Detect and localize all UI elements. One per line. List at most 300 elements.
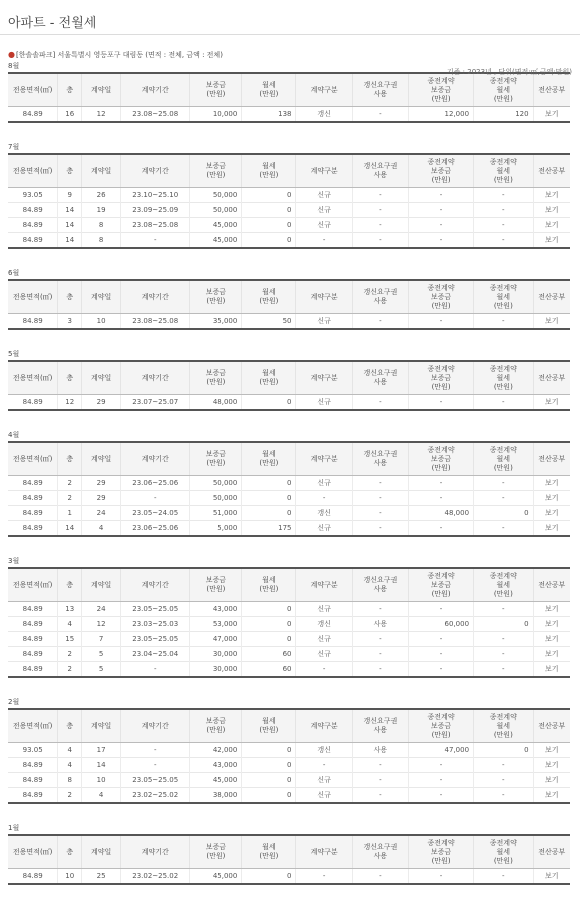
column-header-monthly-rent: 월세 (만원)	[242, 442, 296, 476]
month-section	[8, 537, 572, 678]
column-header-contract-day: 계약일	[82, 361, 121, 395]
month-section	[8, 249, 572, 330]
cell-prev-deposit: 12,000	[409, 107, 474, 123]
column-header-prev-deposit: 종전계약 보증금 (만원)	[409, 568, 474, 602]
cell-contract-type: 신규	[296, 632, 352, 647]
table-row	[8, 743, 570, 758]
cell-renewal-right: -	[352, 647, 408, 662]
column-header-area: 전용면적(㎡)	[8, 835, 58, 869]
cell-floor: 9	[58, 188, 82, 203]
cell-prev-rent: -	[474, 203, 534, 218]
apartment-info	[8, 50, 223, 60]
view-registry-link[interactable]: 보기	[533, 632, 570, 647]
cell-prev-deposit: -	[409, 491, 474, 506]
cell-prev-rent: -	[474, 632, 534, 647]
column-header-registry-view: 전산공부	[533, 709, 570, 743]
cell-contract-type: 신규	[296, 395, 352, 411]
cell-monthly-rent: 175	[242, 521, 296, 537]
column-header-monthly-rent: 월세 (만원)	[242, 361, 296, 395]
view-registry-link[interactable]: 보기	[533, 107, 570, 123]
column-header-deposit: 보증금 (만원)	[190, 361, 242, 395]
column-header-floor: 층	[58, 154, 82, 188]
cell-contract-period: 23.05~25.05	[121, 773, 190, 788]
cell-floor: 16	[58, 107, 82, 123]
cell-area: 84.89	[8, 491, 58, 506]
month-section	[8, 804, 572, 885]
view-registry-link[interactable]: 보기	[533, 602, 570, 617]
cell-deposit: 45,000	[190, 869, 242, 885]
cell-prev-deposit: -	[409, 662, 474, 678]
transactions-table	[8, 72, 570, 123]
cell-contract-period: 23.03~25.03	[121, 617, 190, 632]
cell-prev-rent: -	[474, 476, 534, 491]
cell-monthly-rent: 0	[242, 758, 296, 773]
cell-floor: 14	[58, 233, 82, 249]
view-registry-link[interactable]: 보기	[533, 314, 570, 330]
cell-contract-period: 23.02~25.02	[121, 869, 190, 885]
view-registry-link[interactable]: 보기	[533, 491, 570, 506]
cell-prev-deposit: -	[409, 602, 474, 617]
table-row	[8, 869, 570, 885]
cell-area: 93.05	[8, 743, 58, 758]
cell-contract-type: 신규	[296, 647, 352, 662]
cell-monthly-rent: 60	[242, 662, 296, 678]
column-header-contract-period: 계약기간	[121, 361, 190, 395]
cell-contract-day: 10	[82, 314, 121, 330]
column-header-contract-day: 계약일	[82, 835, 121, 869]
cell-floor: 3	[58, 314, 82, 330]
cell-area: 84.89	[8, 647, 58, 662]
view-registry-link[interactable]: 보기	[533, 662, 570, 678]
month-label: 3월	[8, 557, 20, 565]
cell-contract-period: 23.05~24.05	[121, 506, 190, 521]
cell-deposit: 47,000	[190, 632, 242, 647]
column-header-contract-period: 계약기간	[121, 709, 190, 743]
view-registry-link[interactable]: 보기	[533, 617, 570, 632]
column-header-prev-rent: 종전계약 월세 (만원)	[474, 280, 534, 314]
cell-contract-day: 24	[82, 506, 121, 521]
cell-prev-rent: -	[474, 773, 534, 788]
table-header-row	[8, 280, 570, 314]
cell-floor: 4	[58, 617, 82, 632]
cell-contract-period: 23.05~25.05	[121, 602, 190, 617]
cell-contract-period: -	[121, 491, 190, 506]
column-header-floor: 층	[58, 835, 82, 869]
table-row	[8, 476, 570, 491]
cell-prev-rent: 120	[474, 107, 534, 123]
cell-prev-rent: -	[474, 395, 534, 411]
month-section	[8, 678, 572, 804]
cell-deposit: 43,000	[190, 758, 242, 773]
table-row	[8, 506, 570, 521]
cell-contract-type: -	[296, 662, 352, 678]
column-header-area: 전용면적(㎡)	[8, 361, 58, 395]
column-header-renewal-right: 갱신요구권 사용	[352, 154, 408, 188]
cell-contract-day: 8	[82, 233, 121, 249]
table-header-row	[8, 361, 570, 395]
column-header-prev-deposit: 종전계약 보증금 (만원)	[409, 361, 474, 395]
month-label: 7월	[8, 143, 20, 151]
column-header-contract-period: 계약기간	[121, 568, 190, 602]
column-header-floor: 층	[58, 73, 82, 107]
cell-floor: 15	[58, 632, 82, 647]
month-label: 4월	[8, 431, 20, 439]
table-row	[8, 773, 570, 788]
column-header-contract-day: 계약일	[82, 154, 121, 188]
page-title: 아파트 - 전월세	[8, 16, 97, 31]
cell-monthly-rent: 0	[242, 617, 296, 632]
column-header-registry-view: 전산공부	[533, 154, 570, 188]
column-header-contract-period: 계약기간	[121, 73, 190, 107]
cell-contract-type: -	[296, 869, 352, 885]
cell-prev-rent: 0	[474, 506, 534, 521]
cell-monthly-rent: 0	[242, 395, 296, 411]
column-header-contract-period: 계약기간	[121, 154, 190, 188]
apartment-info-text: [한솔솔파크] 서울특별시 영등포구 대림동 (면적 : 전체, 금액 : 전체)	[15, 51, 223, 59]
cell-prev-rent: -	[474, 647, 534, 662]
cell-contract-period: 23.08~25.08	[121, 107, 190, 123]
cell-prev-rent: -	[474, 788, 534, 804]
cell-monthly-rent: 0	[242, 476, 296, 491]
cell-contract-type: 신규	[296, 188, 352, 203]
section-spacer	[8, 411, 572, 430]
cell-monthly-rent: 0	[242, 188, 296, 203]
column-header-monthly-rent: 월세 (만원)	[242, 835, 296, 869]
month-section	[8, 123, 572, 249]
cell-deposit: 48,000	[190, 395, 242, 411]
cell-contract-type: 신규	[296, 476, 352, 491]
column-header-prev-rent: 종전계약 월세 (만원)	[474, 154, 534, 188]
view-registry-link[interactable]: 보기	[533, 788, 570, 804]
cell-contract-period: 23.06~25.06	[121, 476, 190, 491]
apartment-marker-icon: ●	[8, 50, 15, 59]
cell-prev-rent: 0	[474, 743, 534, 758]
cell-contract-day: 5	[82, 662, 121, 678]
cell-monthly-rent: 0	[242, 788, 296, 804]
view-registry-link[interactable]: 보기	[533, 743, 570, 758]
view-registry-link[interactable]: 보기	[533, 521, 570, 537]
cell-prev-deposit: -	[409, 788, 474, 804]
cell-monthly-rent: 60	[242, 647, 296, 662]
view-registry-link[interactable]: 보기	[533, 506, 570, 521]
cell-contract-type: 갱신	[296, 743, 352, 758]
cell-contract-type: 신규	[296, 788, 352, 804]
column-header-prev-rent: 종전계약 월세 (만원)	[474, 709, 534, 743]
table-row	[8, 314, 570, 330]
cell-prev-rent: -	[474, 602, 534, 617]
month-label: 1월	[8, 824, 20, 832]
cell-monthly-rent: 138	[242, 107, 296, 123]
column-header-monthly-rent: 월세 (만원)	[242, 280, 296, 314]
cell-deposit: 50,000	[190, 491, 242, 506]
month-label: 5월	[8, 350, 20, 358]
cell-deposit: 35,000	[190, 314, 242, 330]
column-header-area: 전용면적(㎡)	[8, 154, 58, 188]
cell-area: 84.89	[8, 758, 58, 773]
cell-contract-period: 23.02~25.02	[121, 788, 190, 804]
view-registry-link[interactable]: 보기	[533, 188, 570, 203]
column-header-contract-period: 계약기간	[121, 280, 190, 314]
cell-deposit: 50,000	[190, 203, 242, 218]
cell-floor: 2	[58, 647, 82, 662]
cell-contract-type: 신규	[296, 314, 352, 330]
cell-contract-type: 신규	[296, 773, 352, 788]
table-row	[8, 491, 570, 506]
column-header-contract-day: 계약일	[82, 442, 121, 476]
cell-deposit: 50,000	[190, 476, 242, 491]
column-header-contract-day: 계약일	[82, 709, 121, 743]
cell-contract-period: 23.07~25.07	[121, 395, 190, 411]
cell-area: 84.89	[8, 788, 58, 804]
cell-floor: 13	[58, 602, 82, 617]
cell-contract-day: 5	[82, 647, 121, 662]
cell-area: 84.89	[8, 662, 58, 678]
column-header-contract-type: 계약구분	[296, 568, 352, 602]
column-header-monthly-rent: 월세 (만원)	[242, 154, 296, 188]
cell-contract-period: 23.08~25.08	[121, 218, 190, 233]
cell-contract-day: 29	[82, 476, 121, 491]
column-header-deposit: 보증금 (만원)	[190, 442, 242, 476]
cell-floor: 8	[58, 773, 82, 788]
cell-prev-deposit: -	[409, 647, 474, 662]
column-header-prev-deposit: 종전계약 보증금 (만원)	[409, 442, 474, 476]
transactions-table	[8, 441, 570, 537]
column-header-deposit: 보증금 (만원)	[190, 568, 242, 602]
cell-renewal-right: -	[352, 788, 408, 804]
transactions-table	[8, 360, 570, 411]
table-header-row	[8, 154, 570, 188]
cell-contract-day: 25	[82, 869, 121, 885]
monthly-sections	[0, 61, 580, 885]
cell-prev-rent: -	[474, 521, 534, 537]
cell-contract-type: -	[296, 233, 352, 249]
cell-area: 84.89	[8, 107, 58, 123]
cell-deposit: 45,000	[190, 233, 242, 249]
column-header-area: 전용면적(㎡)	[8, 442, 58, 476]
table-row	[8, 521, 570, 537]
cell-contract-period: 23.09~25.09	[121, 203, 190, 218]
cell-contract-type: 갱신	[296, 506, 352, 521]
cell-contract-period: 23.05~25.05	[121, 632, 190, 647]
column-header-area: 전용면적(㎡)	[8, 280, 58, 314]
table-row	[8, 617, 570, 632]
cell-contract-period: 23.10~25.10	[121, 188, 190, 203]
column-header-renewal-right: 갱신요구권 사용	[352, 442, 408, 476]
column-header-prev-deposit: 종전계약 보증금 (만원)	[409, 709, 474, 743]
cell-contract-type: 신규	[296, 602, 352, 617]
month-label: 2월	[8, 698, 20, 706]
cell-deposit: 45,000	[190, 773, 242, 788]
view-registry-link[interactable]: 보기	[533, 476, 570, 491]
cell-area: 84.89	[8, 233, 58, 249]
month-label: 6월	[8, 269, 20, 277]
table-header-row	[8, 568, 570, 602]
column-header-renewal-right: 갱신요구권 사용	[352, 835, 408, 869]
column-header-monthly-rent: 월세 (만원)	[242, 568, 296, 602]
transactions-table	[8, 708, 570, 804]
cell-monthly-rent: 0	[242, 218, 296, 233]
cell-prev-deposit: -	[409, 632, 474, 647]
cell-floor: 2	[58, 491, 82, 506]
view-registry-link[interactable]: 보기	[533, 233, 570, 249]
column-header-contract-type: 계약구분	[296, 361, 352, 395]
cell-renewal-right: -	[352, 188, 408, 203]
cell-deposit: 43,000	[190, 602, 242, 617]
cell-deposit: 38,000	[190, 788, 242, 804]
cell-area: 84.89	[8, 602, 58, 617]
view-registry-link[interactable]: 보기	[533, 218, 570, 233]
cell-renewal-right: -	[352, 395, 408, 411]
column-header-prev-rent: 종전계약 월세 (만원)	[474, 73, 534, 107]
cell-contract-type: 신규	[296, 203, 352, 218]
cell-contract-day: 12	[82, 107, 121, 123]
section-spacer	[8, 804, 572, 823]
cell-prev-deposit: -	[409, 869, 474, 885]
cell-prev-deposit: -	[409, 395, 474, 411]
cell-renewal-right: -	[352, 869, 408, 885]
cell-prev-rent: -	[474, 662, 534, 678]
cell-contract-type: 갱신	[296, 107, 352, 123]
cell-renewal-right: -	[352, 758, 408, 773]
cell-contract-period: -	[121, 758, 190, 773]
section-spacer	[8, 123, 572, 142]
column-header-prev-deposit: 종전계약 보증금 (만원)	[409, 154, 474, 188]
column-header-prev-rent: 종전계약 월세 (만원)	[474, 568, 534, 602]
column-header-deposit: 보증금 (만원)	[190, 280, 242, 314]
cell-contract-day: 19	[82, 203, 121, 218]
column-header-contract-type: 계약구분	[296, 709, 352, 743]
cell-renewal-right: -	[352, 602, 408, 617]
cell-area: 84.89	[8, 395, 58, 411]
cell-prev-deposit: 47,000	[409, 743, 474, 758]
column-header-registry-view: 전산공부	[533, 73, 570, 107]
cell-renewal-right: -	[352, 491, 408, 506]
column-header-monthly-rent: 월세 (만원)	[242, 709, 296, 743]
cell-floor: 2	[58, 476, 82, 491]
basis-unit-note: 기준 : 2023년 , 단위(면적:㎡,금액:만원)	[446, 68, 572, 76]
column-header-floor: 층	[58, 442, 82, 476]
transactions-table	[8, 279, 570, 330]
view-registry-link[interactable]: 보기	[533, 203, 570, 218]
cell-floor: 4	[58, 743, 82, 758]
column-header-prev-rent: 종전계약 월세 (만원)	[474, 442, 534, 476]
column-header-prev-rent: 종전계약 월세 (만원)	[474, 361, 534, 395]
transactions-table	[8, 153, 570, 249]
column-header-area: 전용면적(㎡)	[8, 73, 58, 107]
column-header-floor: 층	[58, 568, 82, 602]
cell-monthly-rent: 0	[242, 233, 296, 249]
column-header-prev-rent: 종전계약 월세 (만원)	[474, 835, 534, 869]
cell-renewal-right: -	[352, 314, 408, 330]
cell-renewal-right: -	[352, 632, 408, 647]
table-row	[8, 233, 570, 249]
column-header-renewal-right: 갱신요구권 사용	[352, 73, 408, 107]
column-header-contract-type: 계약구분	[296, 280, 352, 314]
column-header-floor: 층	[58, 361, 82, 395]
column-header-registry-view: 전산공부	[533, 835, 570, 869]
cell-prev-deposit: -	[409, 233, 474, 249]
cell-monthly-rent: 0	[242, 743, 296, 758]
column-header-prev-deposit: 종전계약 보증금 (만원)	[409, 280, 474, 314]
column-header-registry-view: 전산공부	[533, 361, 570, 395]
cell-deposit: 53,000	[190, 617, 242, 632]
cell-prev-deposit: 48,000	[409, 506, 474, 521]
cell-area: 84.89	[8, 617, 58, 632]
cell-renewal-right: -	[352, 662, 408, 678]
view-registry-link[interactable]: 보기	[533, 758, 570, 773]
column-header-prev-deposit: 종전계약 보증금 (만원)	[409, 835, 474, 869]
cell-renewal-right: -	[352, 233, 408, 249]
cell-monthly-rent: 0	[242, 506, 296, 521]
cell-deposit: 30,000	[190, 662, 242, 678]
cell-area: 84.89	[8, 218, 58, 233]
column-header-contract-period: 계약기간	[121, 835, 190, 869]
cell-renewal-right: 사용	[352, 617, 408, 632]
column-header-deposit: 보증금 (만원)	[190, 835, 242, 869]
cell-monthly-rent: 0	[242, 203, 296, 218]
column-header-contract-period: 계약기간	[121, 442, 190, 476]
column-header-contract-type: 계약구분	[296, 154, 352, 188]
cell-contract-type: 신규	[296, 218, 352, 233]
table-row	[8, 188, 570, 203]
section-spacer	[8, 249, 572, 268]
cell-contract-day: 29	[82, 491, 121, 506]
cell-area: 84.89	[8, 521, 58, 537]
cell-contract-day: 7	[82, 632, 121, 647]
column-header-contract-day: 계약일	[82, 568, 121, 602]
cell-deposit: 30,000	[190, 647, 242, 662]
cell-monthly-rent: 50	[242, 314, 296, 330]
cell-monthly-rent: 0	[242, 491, 296, 506]
cell-prev-deposit: -	[409, 203, 474, 218]
cell-prev-rent: -	[474, 314, 534, 330]
cell-area: 84.89	[8, 869, 58, 885]
column-header-contract-type: 계약구분	[296, 835, 352, 869]
column-header-deposit: 보증금 (만원)	[190, 709, 242, 743]
cell-floor: 2	[58, 662, 82, 678]
cell-contract-day: 24	[82, 602, 121, 617]
view-registry-link[interactable]: 보기	[533, 869, 570, 885]
column-header-registry-view: 전산공부	[533, 280, 570, 314]
cell-deposit: 10,000	[190, 107, 242, 123]
cell-contract-day: 26	[82, 188, 121, 203]
column-header-registry-view: 전산공부	[533, 442, 570, 476]
column-header-renewal-right: 갱신요구권 사용	[352, 709, 408, 743]
cell-prev-deposit: -	[409, 218, 474, 233]
cell-prev-rent: -	[474, 233, 534, 249]
cell-area: 84.89	[8, 314, 58, 330]
view-registry-link[interactable]: 보기	[533, 395, 570, 411]
cell-area: 84.89	[8, 203, 58, 218]
table-header-row	[8, 442, 570, 476]
column-header-contract-type: 계약구분	[296, 73, 352, 107]
table-row	[8, 218, 570, 233]
cell-renewal-right: -	[352, 107, 408, 123]
cell-renewal-right: -	[352, 476, 408, 491]
cell-area: 84.89	[8, 476, 58, 491]
table-row	[8, 632, 570, 647]
cell-floor: 1	[58, 506, 82, 521]
view-registry-link[interactable]: 보기	[533, 773, 570, 788]
cell-deposit: 5,000	[190, 521, 242, 537]
cell-renewal-right: -	[352, 506, 408, 521]
cell-floor: 14	[58, 203, 82, 218]
cell-monthly-rent: 0	[242, 632, 296, 647]
cell-monthly-rent: 0	[242, 773, 296, 788]
table-row	[8, 203, 570, 218]
table-header-row	[8, 709, 570, 743]
view-registry-link[interactable]: 보기	[533, 647, 570, 662]
